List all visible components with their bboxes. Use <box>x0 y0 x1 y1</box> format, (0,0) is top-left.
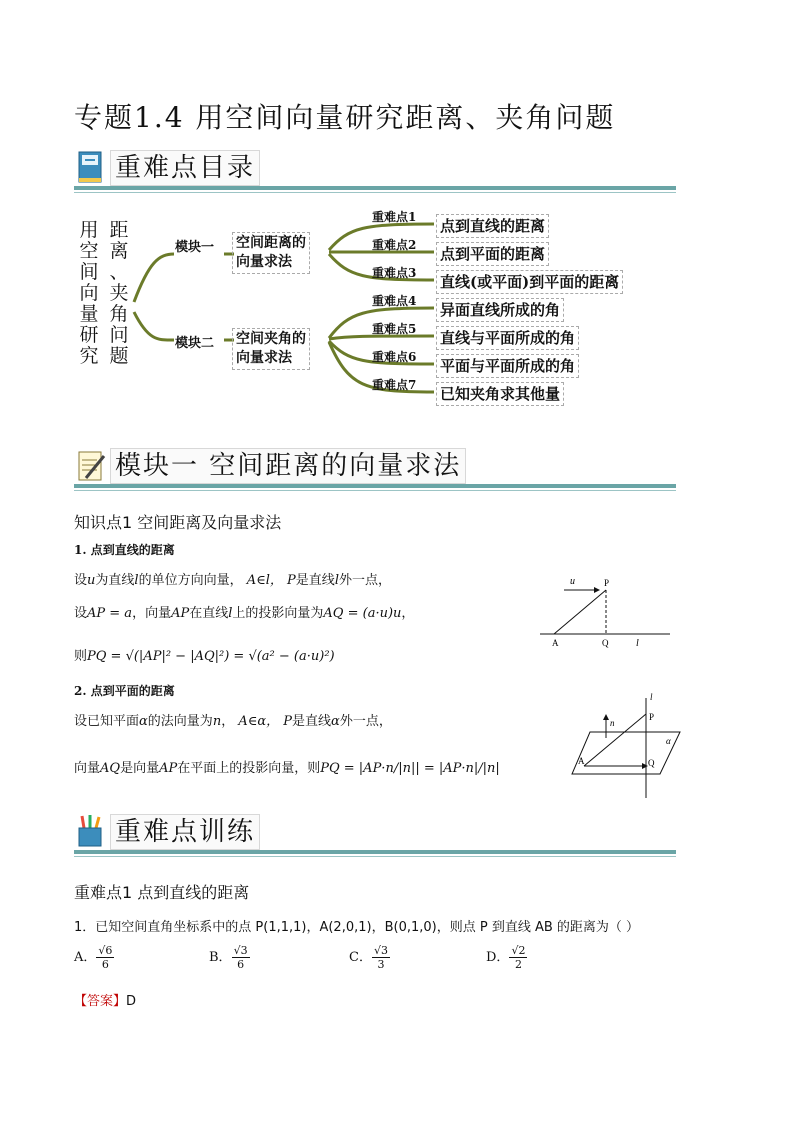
section-rule <box>74 850 676 854</box>
keypoint-label-6: 重难点6 <box>372 350 417 364</box>
mindmap-root-col2: 距 离 、 夹 角 问 题 <box>109 219 129 367</box>
keypoint-7: 已知夹角求其他量 <box>436 382 564 406</box>
fig2-A: A <box>578 756 585 766</box>
mindmap-root-col1: 用 空 间 向 量 研 究 <box>79 219 99 367</box>
keypoint-label-2: 重难点2 <box>372 238 417 252</box>
page-title: 专题1.4 用空间向量研究距离、夹角问题 <box>74 101 616 134</box>
pencil-cup-icon <box>76 814 106 848</box>
knowledge-line-1: 设u为直线l的单位方向向量， A∈l， P是直线l外一点， <box>74 573 391 588</box>
keypoint-4: 异面直线所成的角 <box>436 298 564 322</box>
subsection-title-2: 2. 点到平面的距离 <box>74 684 175 698</box>
answer-value: D <box>126 994 137 1009</box>
keypoint-2: 点到平面的距离 <box>436 242 549 266</box>
keypoint-label-1: 重难点1 <box>372 210 417 224</box>
section-title: 重难点目录 <box>110 150 260 186</box>
keypoint-1: 点到直线的距离 <box>436 214 549 238</box>
keypoint-label-7: 重难点7 <box>372 378 417 392</box>
figure-point-plane <box>570 692 690 802</box>
notepad-pencil-icon <box>76 448 106 482</box>
mindmap <box>74 212 694 412</box>
answer-tag: 【答案】 <box>74 994 127 1009</box>
figure-point-line <box>540 570 680 650</box>
section-header-training <box>74 814 676 854</box>
knowledge-line-2: 设AP = a，向量AP在直线l上的投影向量为AQ = (a·u)u， <box>74 606 415 621</box>
fig1-Q: Q <box>602 638 609 648</box>
module-label-1: 模块一 <box>175 240 215 255</box>
book-icon <box>76 150 106 184</box>
fig2-alpha: α <box>666 736 671 746</box>
knowledge-heading: 知识点1 空间距离及向量求法 <box>74 513 282 532</box>
section-rule-thin <box>74 856 676 857</box>
option-d: D． $\frac{√2}{2}$ <box>486 944 526 971</box>
fig2-Q: Q <box>648 758 655 768</box>
knowledge-line-4: 设已知平面α的法向量为n， A∈α， P是直线α外一点， <box>74 714 392 729</box>
subsection-title-1: 1. 点到直线的距离 <box>74 543 175 557</box>
section-title: 重难点训练 <box>110 814 260 850</box>
option-c: C． $\frac{√3}{3}$ <box>349 944 388 971</box>
section-rule-thin <box>74 192 676 193</box>
fig1-P: P <box>604 578 610 588</box>
fig2-l: l <box>650 692 653 702</box>
fig1-u: u <box>570 576 575 587</box>
module-box-2: 空间夹角的 向量求法 <box>232 328 310 370</box>
training-subheading: 重难点1 点到直线的距离 <box>74 883 250 902</box>
fig2-P: P <box>649 712 655 722</box>
section-rule <box>74 186 676 190</box>
keypoint-label-3: 重难点3 <box>372 266 417 280</box>
section-rule <box>74 484 676 488</box>
option-b: B． $\frac{√3}{6}$ <box>209 944 248 971</box>
keypoint-5: 直线与平面所成的角 <box>436 326 579 350</box>
option-a: A． $\frac{√6}{6}$ <box>74 944 113 971</box>
fig1-A: A <box>552 638 559 648</box>
module-box-1: 空间距离的 向量求法 <box>232 232 310 274</box>
keypoint-6: 平面与平面所成的角 <box>436 354 579 378</box>
module-label-2: 模块二 <box>175 336 215 351</box>
keypoint-label-5: 重难点5 <box>372 322 417 336</box>
fig2-n: n <box>610 718 615 728</box>
keypoint-3: 直线(或平面)到平面的距离 <box>436 270 623 294</box>
knowledge-line-3: 则PQ = √(|AP|² − |AQ|²) = √(a² − (a·u)²) <box>74 649 335 664</box>
answer <box>74 990 136 1009</box>
fig1-l: l <box>636 638 639 649</box>
question-1: 1．已知空间直角坐标系中的点 P(1,1,1)，A(2,0,1)，B(0,1,0)，则点 P 到直线 AB 的距离为（ ） <box>74 920 640 935</box>
section-header-module1 <box>74 448 676 488</box>
knowledge-line-5: 向量AQ是向量AP在平面上的投影向量，则PQ = |AP·n/|n|| = |AP·n|/|n| <box>74 761 500 776</box>
keypoint-label-4: 重难点4 <box>372 294 417 308</box>
section-header-catalog <box>74 150 676 190</box>
section-rule-thin <box>74 490 676 491</box>
section-title: 模块一 空间距离的向量求法 <box>110 448 466 484</box>
